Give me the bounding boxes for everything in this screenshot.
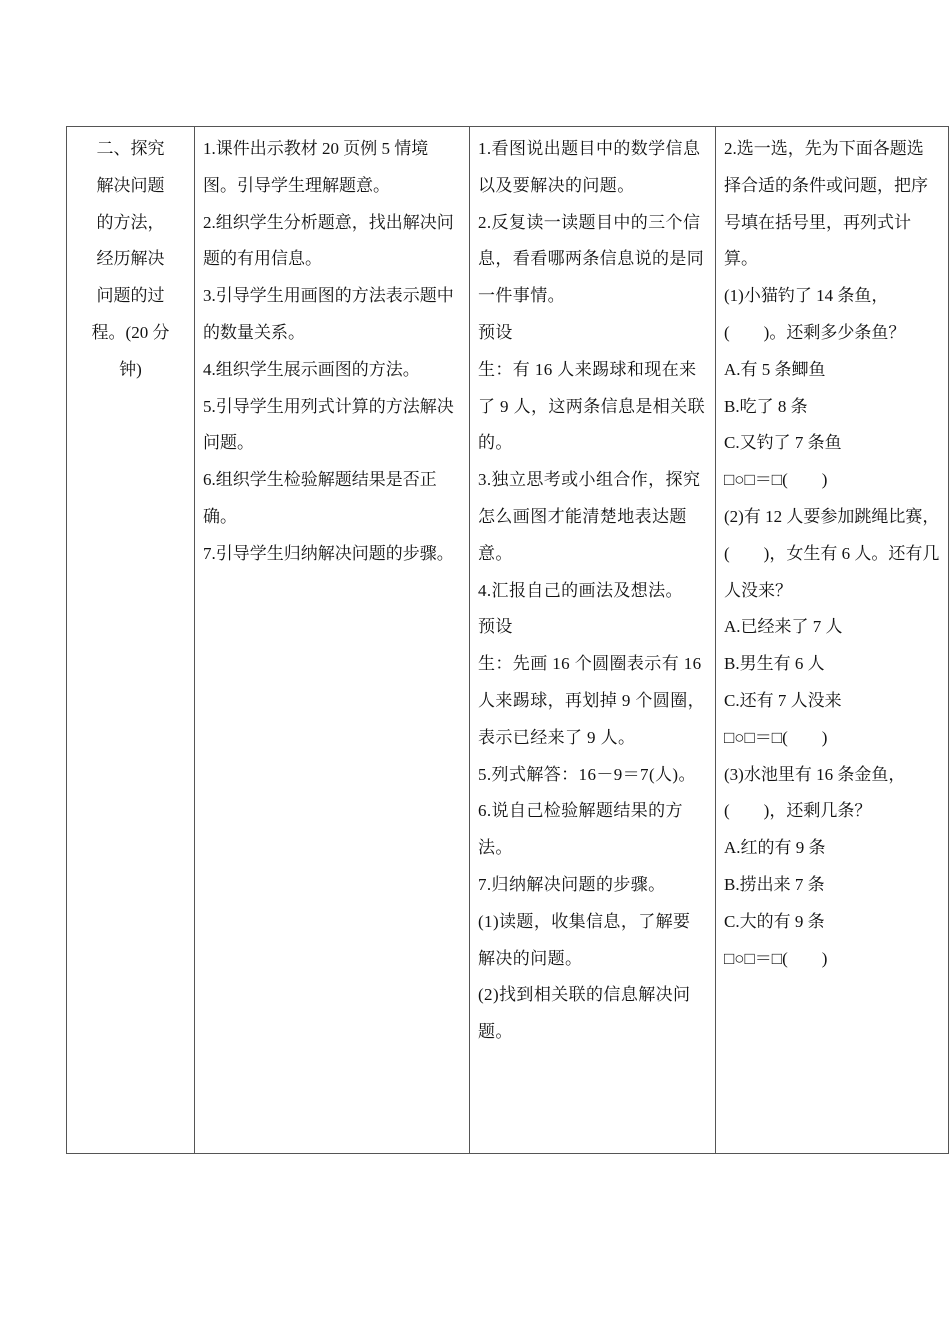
teacher-item: 6.组织学生检验解题结果是否正确。 — [203, 470, 437, 526]
stage-line: 的方法， — [96, 212, 165, 232]
stage-line: 钟) — [119, 359, 142, 379]
teacher-item: 4.组织学生展示画图的方法。 — [203, 359, 420, 379]
student-activity-cell — [470, 127, 716, 1154]
student-item: 预设 — [478, 322, 513, 342]
exercise-item: □○□＝□( ) — [724, 948, 828, 968]
exercise-item: A.红的有 9 条 — [724, 838, 826, 858]
exercise-item: B.吃了 8 条 — [724, 396, 808, 416]
stage-cell — [67, 127, 195, 1154]
teacher-item: 5.引导学生用列式计算的方法解决问题。 — [203, 396, 454, 453]
stage-line: 程。(20 分 — [91, 322, 170, 342]
exercise-item: (1)小猫钓了 14 条鱼，( )。还剩多少条鱼？ — [724, 286, 906, 342]
student-item: 3.独立思考或小组合作，探究怎么画图才能清楚地表达题意。 — [478, 470, 701, 563]
student-item: 1.看图说出题目中的数学信息以及要解决的问题。 — [478, 139, 701, 195]
teacher-item: 2.组织学生分析题意，找出解决问题的有用信息。 — [203, 212, 454, 269]
student-item: 生：有 16 人来踢球和现在来了 9 人，这两条信息是相关联的。 — [478, 359, 705, 453]
student-item: 2.反复读一读题目中的三个信息，看看哪两条信息说的是同一件事情。 — [478, 212, 705, 306]
exercise-item: A.有 5 条鲫鱼 — [724, 359, 826, 379]
stage-line: 问题的过 — [96, 286, 165, 306]
teacher-activity-cell — [195, 127, 470, 1154]
exercise-item: C.还有 7 人没来 — [724, 690, 842, 710]
exercise-item: C.又钓了 7 条鱼 — [724, 433, 842, 453]
exercise-item: (3)水池里有 16 条金鱼，( )，还剩几条？ — [724, 764, 906, 821]
teacher-item: 3.引导学生用画图的方法表示题中的数量关系。 — [203, 286, 454, 342]
stage-line: 二、探究 — [96, 139, 165, 158]
student-item: 5.列式解答：16－9＝7(人)。 — [478, 764, 696, 784]
table-row — [67, 127, 949, 1154]
student-item: 生：先画 16 个圆圈表示有 16 人来踢球，再划掉 9 个圆圈，表示已经来了 9 人。 — [478, 654, 705, 747]
student-item: 7.归纳解决问题的步骤。 — [478, 874, 666, 894]
exercise-item: B.男生有 6 人 — [724, 654, 825, 674]
lesson-plan-table — [66, 126, 949, 1154]
stage-line: 解决问题 — [96, 175, 165, 195]
stage-line: 经历解决 — [96, 249, 165, 269]
student-item: 4.汇报自己的画法及想法。 — [478, 580, 683, 600]
exercise-item: (2)有 12 人要参加跳绳比赛，( )，女生有 6 人。还有几人没来？ — [724, 506, 940, 600]
teacher-item: 1.课件出示教材 20 页例 5 情境图。引导学生理解题意。 — [203, 139, 429, 195]
exercise-cell — [716, 127, 949, 1154]
student-item: 6.说自己检验解题结果的方法。 — [478, 801, 683, 858]
exercise-item: 2.选一选，先为下面各题选择合适的条件或问题，把序号填在括号里，再列式计算。 — [724, 139, 928, 269]
exercise-item: □○□＝□( ) — [724, 470, 828, 490]
exercise-item: C.大的有 9 条 — [724, 911, 825, 931]
exercise-item: B.捞出来 7 条 — [724, 874, 825, 894]
exercise-item: □○□＝□( ) — [724, 727, 828, 747]
student-item: (1)读题，收集信息，了解要解决的问题。 — [478, 911, 691, 968]
teacher-item: 7.引导学生归纳解决问题的步骤。 — [203, 543, 454, 563]
student-item: 预设 — [478, 617, 513, 637]
exercise-item: A.已经来了 7 人 — [724, 617, 843, 637]
student-item: (2)找到相关联的信息解决问题。 — [478, 985, 691, 1042]
